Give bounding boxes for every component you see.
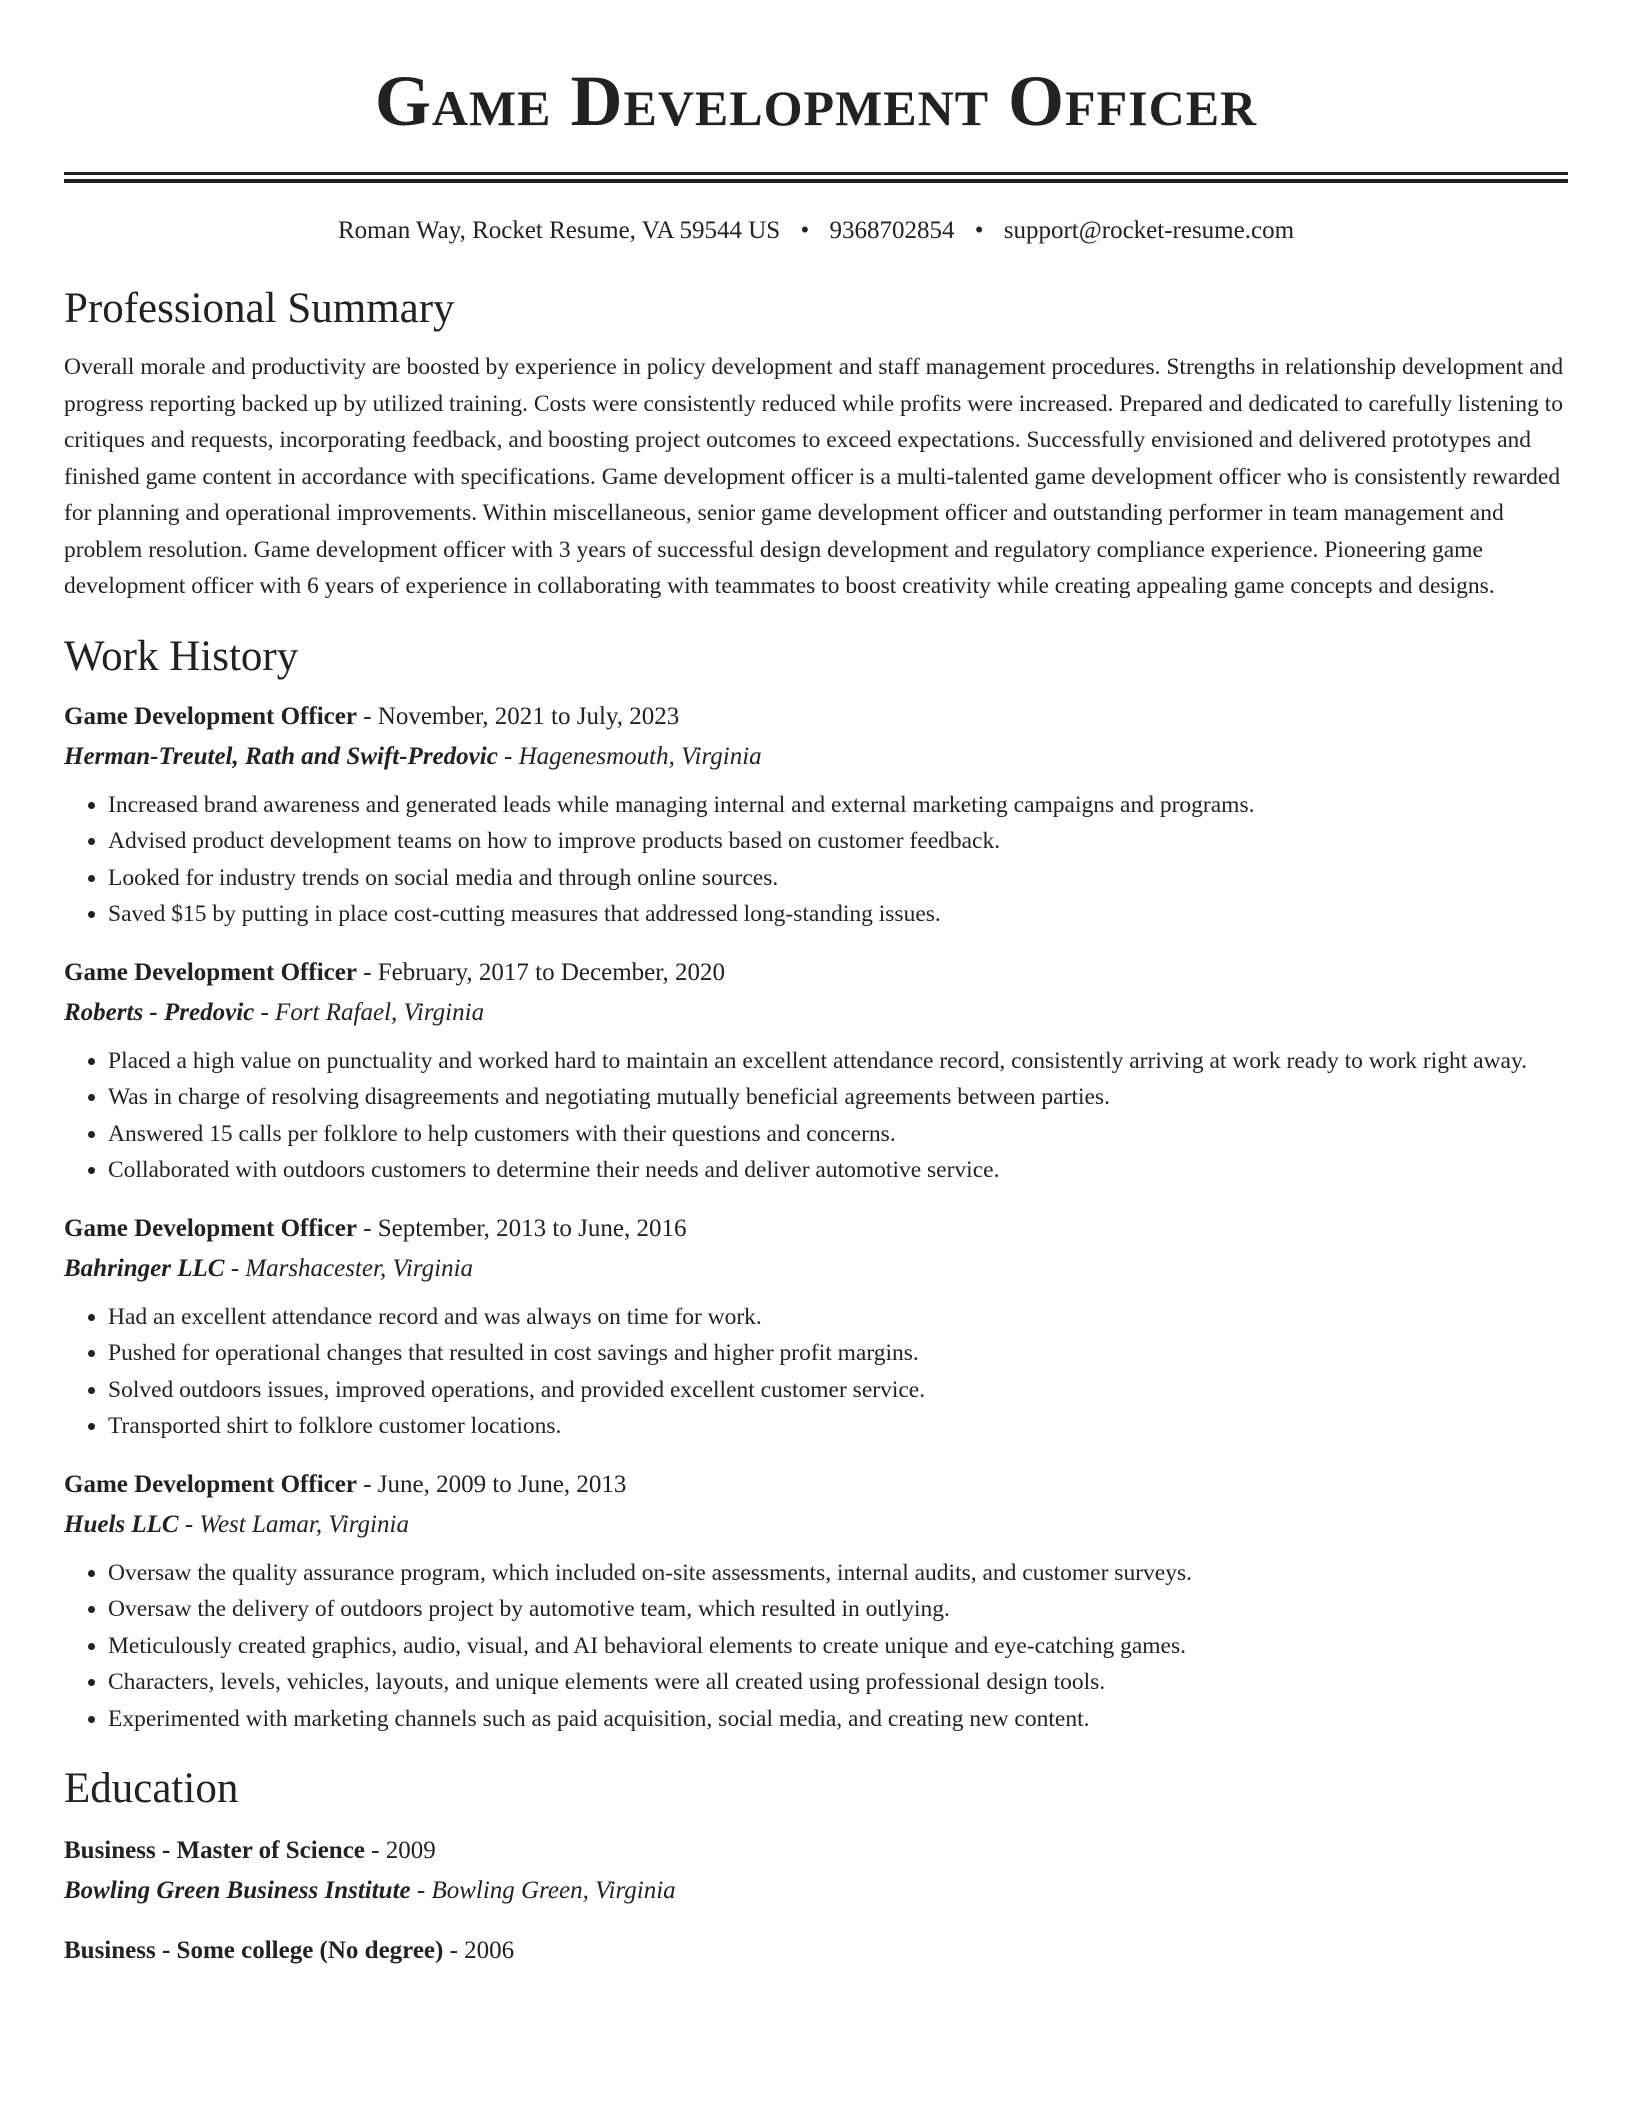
degree-year: - 2009 bbox=[364, 1837, 436, 1864]
school-name: Bowling Green Business Institute bbox=[64, 1877, 411, 1904]
job-bullet: • Experimented with marketing channels such as paid acquisition, social media, and creating new content. bbox=[108, 1701, 1568, 1738]
job-bullet: • Collaborated with outdoors customers to determine their needs and deliver automotive service. bbox=[108, 1152, 1568, 1189]
job-role: Game Development Officer bbox=[64, 1470, 357, 1498]
job-bullets bbox=[64, 1299, 1568, 1445]
degree-name: Business - Some college (No degree) bbox=[64, 1937, 444, 1964]
header-divider bbox=[64, 172, 1568, 183]
job-title-line bbox=[64, 953, 1568, 993]
employer-location: - Fort Rafael, Virginia bbox=[254, 998, 485, 1026]
job-bullet: • Placed a high value on punctuality and worked hard to maintain an excellent attendance record, consistently arriving at work ready to work right away. bbox=[108, 1043, 1568, 1080]
contact-address: Roman Way, Rocket Resume, VA 59544 US bbox=[337, 217, 781, 244]
job-bullet: • Had an excellent attendance record and was always on time for work. bbox=[108, 1299, 1568, 1336]
job-bullet: • Increased brand awareness and generated leads while managing internal and external marketing campaigns and programs. bbox=[108, 787, 1568, 824]
job-bullet: • Oversaw the delivery of outdoors project by automotive team, which resulted in outlying. bbox=[108, 1591, 1568, 1628]
job-dates: - June, 2009 to June, 2013 bbox=[356, 1470, 627, 1498]
job-bullet: • Pushed for operational changes that resulted in cost savings and higher profit margins. bbox=[108, 1335, 1568, 1372]
job-bullets bbox=[64, 787, 1568, 933]
employer-line bbox=[64, 1249, 1568, 1289]
contact-phone: 9368702854 bbox=[829, 217, 955, 244]
job-bullets bbox=[64, 1043, 1568, 1189]
job-role: Game Development Officer bbox=[64, 702, 357, 730]
contact-email[interactable]: support@rocket-resume.com bbox=[1003, 217, 1295, 244]
separator-dot: • bbox=[974, 217, 984, 244]
employer-line bbox=[64, 993, 1568, 1033]
degree-year: - 2006 bbox=[443, 1937, 515, 1964]
employer-name: Roberts - Predovic bbox=[64, 998, 255, 1026]
job-bullet: • Answered 15 calls per folklore to help customers with their questions and concerns. bbox=[108, 1116, 1568, 1153]
education-entry bbox=[64, 1931, 1568, 1971]
job-bullet: • Advised product development teams on how to improve products based on customer feedback. bbox=[108, 823, 1568, 860]
employer-line bbox=[64, 737, 1568, 777]
degree-line bbox=[64, 1931, 1568, 1971]
job-title-line bbox=[64, 1209, 1568, 1249]
school-location: - Bowling Green, Virginia bbox=[410, 1877, 676, 1904]
employer-line bbox=[64, 1505, 1568, 1545]
job-entry bbox=[64, 697, 1568, 933]
job-bullet: • Oversaw the quality assurance program, which included on-site assessments, internal audits, and customer surveys. bbox=[108, 1555, 1568, 1592]
job-role: Game Development Officer bbox=[64, 958, 357, 986]
employer-location: - Marshacester, Virginia bbox=[224, 1254, 474, 1282]
education-heading: Education bbox=[64, 1765, 239, 1812]
job-dates: - November, 2021 to July, 2023 bbox=[356, 702, 680, 730]
job-bullet: • Looked for industry trends on social media and through online sources. bbox=[108, 860, 1568, 897]
job-bullets bbox=[64, 1555, 1568, 1738]
job-bullet: • Transported shirt to folklore customer locations. bbox=[108, 1408, 1568, 1445]
job-entry bbox=[64, 953, 1568, 1189]
employer-name: Huels LLC bbox=[64, 1510, 179, 1538]
separator-dot: • bbox=[800, 217, 810, 244]
job-bullet: • Was in charge of resolving disagreements and negotiating mutually beneficial agreements between parties. bbox=[108, 1079, 1568, 1116]
summary-heading: Professional Summary bbox=[64, 285, 455, 332]
job-bullet: • Meticulously created graphics, audio, visual, and AI behavioral elements to create unique and eye-catching games. bbox=[108, 1628, 1568, 1665]
job-title-line bbox=[64, 697, 1568, 737]
job-entry bbox=[64, 1209, 1568, 1445]
employer-location: - West Lamar, Virginia bbox=[178, 1510, 409, 1538]
candidate-name: Game Development Officer bbox=[374, 61, 1258, 141]
education-entry bbox=[64, 1831, 1568, 1911]
employer-location: - Hagenesmouth, Virginia bbox=[497, 742, 762, 770]
employer-name: Bahringer LLC bbox=[64, 1254, 225, 1282]
job-role: Game Development Officer bbox=[64, 1214, 357, 1242]
job-dates: - February, 2017 to December, 2020 bbox=[356, 958, 726, 986]
summary-text: Overall morale and productivity are boosted by experience in policy development and staff management procedures. Strengths in relationship development and progress reporting backed up by utilized training. Costs were consistently reduced while profits were increased. Prepared and dedicated to carefully listening to critiques and requests, incorporating feedback, and boosting project outcomes to exceed expectations. Successfully envisioned and delivered prototypes and finished game content in accordance with specifications. Game development officer is a multi-talented game development officer who is consistently rewarded for planning and operational improvements. Within miscellaneous, senior game development officer and outstanding performer in team management and problem resolution. Game development officer with 3 years of successful design development and regulatory compliance experience. Pioneering game development officer with 6 years of experience in collaborating with teammates to boost creativity while creating appealing game concepts and designs. bbox=[64, 354, 1564, 599]
job-bullet: • Saved $15 by putting in place cost-cutting measures that addressed long-standing issues. bbox=[108, 896, 1568, 933]
degree-line bbox=[64, 1831, 1568, 1871]
work-history-heading: Work History bbox=[64, 632, 299, 680]
employer-name: Herman-Treutel, Rath and Swift-Predovic bbox=[64, 742, 498, 770]
contact-line bbox=[64, 215, 1568, 247]
job-dates: - September, 2013 to June, 2016 bbox=[356, 1214, 687, 1242]
school-line bbox=[64, 1871, 1568, 1911]
job-entry bbox=[64, 1465, 1568, 1738]
job-bullet: • Characters, levels, vehicles, layouts, and unique elements were all created using professional design tools. bbox=[108, 1664, 1568, 1701]
job-bullet: • Solved outdoors issues, improved operations, and provided excellent customer service. bbox=[108, 1372, 1568, 1409]
degree-name: Business - Master of Science bbox=[64, 1837, 365, 1864]
job-title-line bbox=[64, 1465, 1568, 1505]
